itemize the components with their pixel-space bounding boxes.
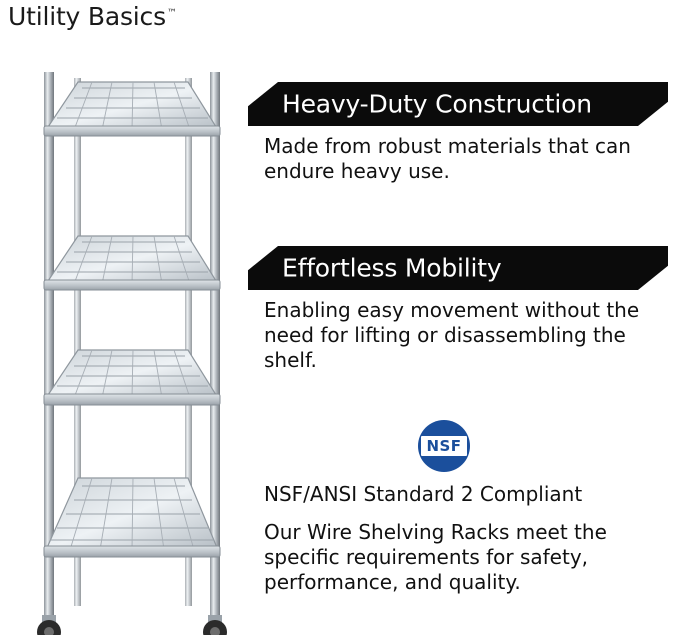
wire-shelving-illustration: [22, 60, 242, 635]
feature-heading: Effortless Mobility: [282, 253, 502, 283]
feature-heading: Heavy-Duty Construction: [282, 89, 592, 119]
nsf-badge-text: NSF: [421, 436, 466, 456]
caster-left: [37, 615, 61, 635]
trademark-symbol: ™: [166, 7, 177, 19]
certification-body: Our Wire Shelving Racks meet the specific requirements for safety, performance, and quality.: [264, 520, 607, 594]
feature-body: Enabling easy movement without the need for lifting or disassembling the shelf.: [264, 298, 640, 372]
feature-block-mobility: [248, 246, 668, 373]
product-image: [22, 60, 242, 635]
caster-right: [203, 615, 227, 635]
feature-block-construction: [248, 82, 668, 184]
feature-body: Made from robust materials that can endure heavy use.: [264, 134, 631, 183]
feature-heading-banner: [248, 82, 668, 126]
feature-heading-banner: [248, 246, 668, 290]
certification-caption: NSF/ANSI Standard 2 Compliant: [264, 482, 583, 506]
brand-name: Utility Basics: [8, 2, 166, 31]
brand-wordmark: [8, 2, 177, 31]
nsf-badge-wrap: [418, 420, 668, 472]
certification-block: [248, 420, 668, 595]
nsf-icon: [418, 420, 470, 472]
